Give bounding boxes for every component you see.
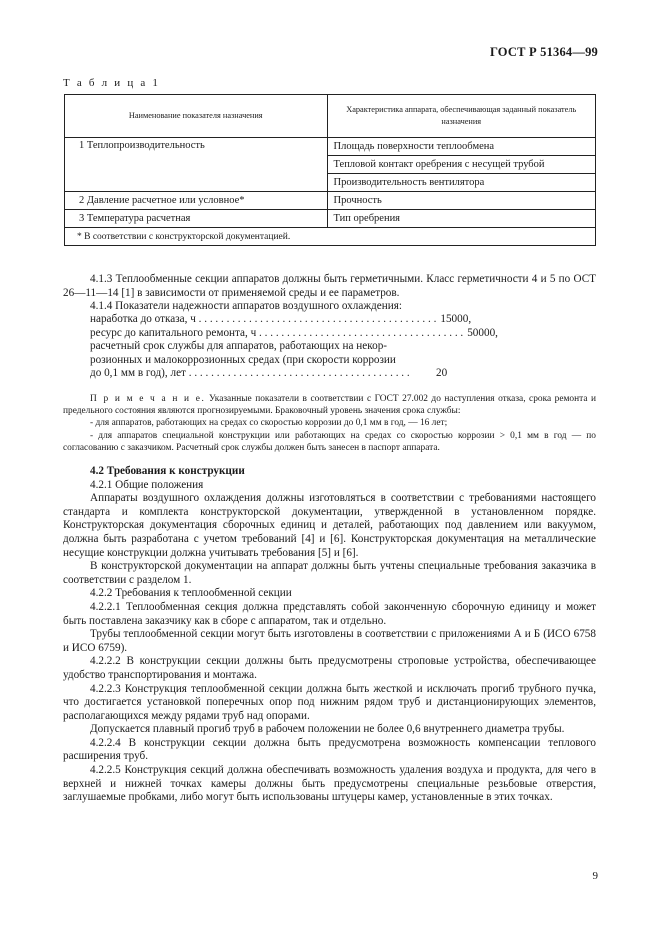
leader-dots: . . . . . . . . . . . . . . . . . . . . . . . . . . . . . . . . . . . . . . . . . . . — [195, 313, 437, 325]
leader-dots: . . . . . . . . . . . . . . . . . . . . . . . . . . . . . . . . . . . . . . . . — [185, 367, 410, 380]
section-title: 4.2 Требования к конструкции — [90, 465, 245, 477]
table-cell-indicator: 1 Теплопроизводительность — [65, 138, 328, 192]
note-item: - для аппаратов, работающих на средах со скоростью коррозии до 0,1 мм в год, — 16 лет; — [90, 418, 448, 429]
table-caption: Т а б л и ц а 1 — [63, 77, 161, 89]
reliability-list — [90, 313, 510, 381]
table-row — [65, 138, 596, 156]
table-header-row — [65, 95, 596, 138]
table-cell-characteristic: Прочность — [327, 192, 595, 210]
column-header-indicator: Наименование показателя назначения — [65, 95, 328, 138]
table-cell-characteristic: Площадь поверхности теплообмена — [327, 138, 595, 156]
table-footnote: * В соответствии с конструкторской документацией. — [65, 228, 596, 246]
document-number: ГОСТ Р 51364—99 — [489, 45, 598, 59]
table-footnote-row — [65, 228, 596, 246]
column-header-characteristic: Характеристика аппарата, обеспечивающая заданный показатель назначения — [327, 95, 595, 138]
table-cell-indicator: 2 Давление расчетное или условное* — [65, 192, 328, 210]
note-label: П р и м е ч а н и е. — [90, 394, 206, 404]
list-item: расчетный срок службы для аппаратов, работающих на некор- — [90, 340, 388, 353]
parameters-table — [64, 94, 596, 246]
table-cell-characteristic: Тип оребрения — [327, 210, 595, 228]
table-cell-indicator: 3 Температура расчетная — [65, 210, 328, 228]
table-row — [65, 192, 596, 210]
table-cell-characteristic: Производительность вентилятора — [327, 174, 595, 192]
table-row — [65, 210, 596, 228]
paragraph-4-1-3: 4.1.3 Теплообменные секции аппаратов должны быть герметичными. Класс герметичности 4 и 5 по ОСТ 26—11—14 [1] в зависимости от применяемой среды и ее параметров. 4.1.4 Показатели надежности аппаратов воздушного охлаждения: — [63, 273, 596, 313]
note-block: П р и м е ч а н и е. Указанные показатели в соответствии с ГОСТ 27.002 до наступления отказа, срока ремонта и предельного состояния являются прогнозируемыми. Браковочный уровень значения срока службы: - для аппаратов, работающих на средах со скоростью коррозии до 0,1 мм в год, — 16 лет; - для аппаратов специальной конструкции или работающих на средах со скоростью коррозии > 0,1 мм в год — по согласованию с заказчиком. Расчетный срок службы должен быть занесен в паспорт аппарата. — [63, 394, 597, 453]
note-item: - для аппаратов специальной конструкции или работающих на средах со скоростью коррозии > 0,1 мм в год — по согласованию с заказчиком. Расчетный срок службы должен быть занесен в паспорт аппарата. — [63, 430, 596, 453]
page-number: 9 — [592, 870, 598, 882]
list-item: наработка до отказа, ч . . . . . . . . . . . . . . . . . . . . . . . . . . . . . . . . . . . . . . . . . . . 15000, — [90, 313, 472, 325]
table-cell-characteristic: Тепловой контакт оребрения с несущей трубой — [327, 156, 595, 174]
section-4-2: 4.2 Требования к конструкции 4.2.1 Общие положения Аппараты воздушного охлаждения должны изготовляться в соответствии с требованиями настоящего стандарта и комплекта конструкторской документации, утвержденной в установленном порядке. Конструкторская документация сборочных единиц и деталей, работающих под давлением или вакуумом, должна быть разработана с учетом требований [4] и [6]. Конструкторская документация на металлические несущие конструкции должна учитывать требования [5] и [6]. В конструкторской документации на аппарат должны быть учтены специальные требования заказчика в соответствии с разделом 1. 4.2.2 Требования к теплообменной секции 4.2.2.1 Теплообменная секция должна представлять собой законченную сборочную единицу и может быть поставлена заказчику как в сборе с аппаратом, так и отдельно. Трубы теплообменной секции могут быть изготовлены в соответствии с приложениями А и Б (ИСО 6758 и ИСО 6759). 4.2.2.2 В конструкции секции должны быть предусмотрены строповые устройства, обеспечивающее удобство транспортирования и монтажа. 4.2.2.3 Конструкция теплообменной секции должна быть жесткой и исключать прогиб трубного пучка, что достигается установкой поперечных опор под нижним рядом труб и дистанционирующих элементов, располагающихся между рядами труб над опорами. Допускается плавный прогиб труб в рабочем положении не более 0,6 внутреннего диаметра трубы. 4.2.2.4 В конструкции секции должна быть предусмотрена возможность компенсации теплового расширения труб. 4.2.2.5 Конструкция секций должна обеспечивать возможность удаления воздуха и продукта, для чего в верхней и нижней точках камеры должны быть предусмотрены специальные резьбовые отверстия, заглушаемые пробками, либо могут быть использованы штуцеры камер, установленные в этих точках. — [63, 465, 596, 804]
list-item: до 0,1 мм в год), лет . . . . . . . . . . . . . . . . . . . . . . . . . . . . . . . . . . . . . . . . 20 — [90, 367, 448, 380]
list-item: розионных и малокоррозионных средах (при скорости коррозии — [90, 353, 396, 366]
leader-dots: . . . . . . . . . . . . . . . . . . . . . . . . . . . . . . . . . . . . . — [256, 326, 464, 339]
list-item: ресурс до капитального ремонта, ч . . . . . . . . . . . . . . . . . . . . . . . . . . . . . . . . . . . . . 50000, — [90, 326, 498, 339]
